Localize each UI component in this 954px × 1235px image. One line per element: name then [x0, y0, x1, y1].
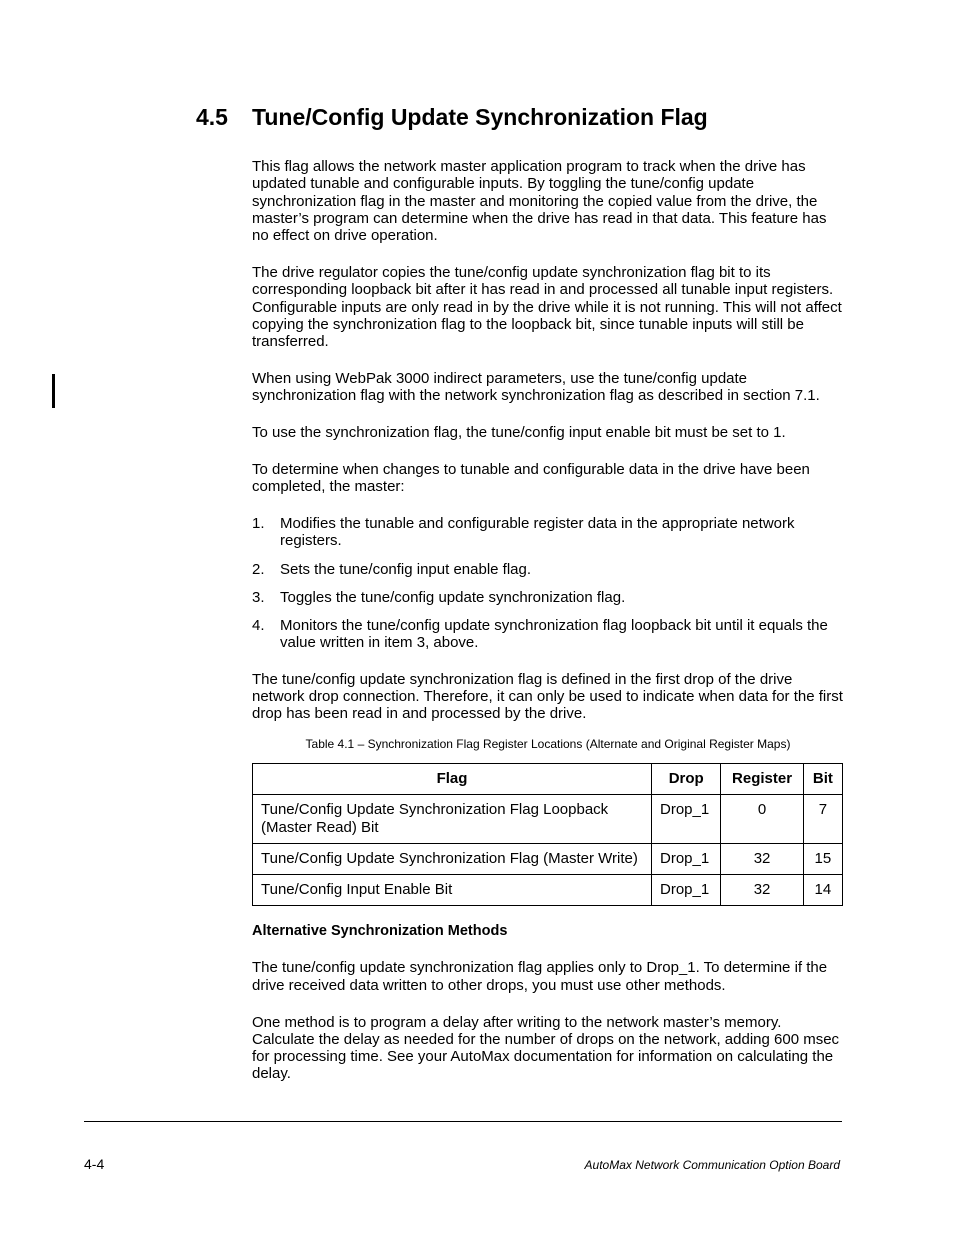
- paragraph: The drive regulator copies the tune/config update synchronization flag bit to its corresponding loopback bit after it has read in and processed all tunable input registers. Configurable inputs are only read in by the drive while it is not running. This will not affect copying the synchronization flag to the loopback bit, since tunable inputs will still be transferred.: [252, 263, 842, 351]
- paragraph: The tune/config update synchronization flag applies only to Drop_1. To determine if the drive received data written to other drops, you must use other methods.: [252, 959, 828, 994]
- paragraph: To determine when changes to tunable and configurable data in the drive have been completed, the master:: [252, 460, 810, 496]
- list-item: [252, 589, 844, 606]
- paragraph: When using WebPak 3000 indirect parameters, use the tune/config update synchronization flag with the network synchronization flag as described in section 7.1.: [252, 369, 820, 405]
- cell-bit: 7: [803, 795, 842, 844]
- cell-register: 0: [721, 795, 803, 844]
- paragraph: This flag allows the network master application program to track when the drive has updated tunable and configurable inputs. By toggling the tune/config update synchronization flag in the master and monitoring the copied value from the drive, the master’s program can determine when the drive has read in that data. This feature has no effect on drive operation.: [252, 158, 827, 245]
- cell-bit: 15: [803, 844, 842, 875]
- list-item: [252, 515, 844, 550]
- change-bar: [52, 374, 55, 408]
- subsection-heading: Alternative Synchronization Methods: [252, 923, 508, 940]
- cell-drop: Drop_1: [652, 875, 721, 906]
- column-header-register: Register: [721, 764, 803, 795]
- step-text: Toggles the tune/config update synchronization flag.: [280, 588, 626, 606]
- cell-flag: Tune/Config Input Enable Bit: [253, 875, 652, 906]
- page-number: 4-4: [84, 1156, 105, 1172]
- table-caption: Table 4.1 – Synchronization Flag Register Locations (Alternate and Original Register Maps): [305, 737, 791, 752]
- footer-rule: [84, 1121, 842, 1122]
- cell-register: 32: [721, 844, 803, 875]
- cell-drop: Drop_1: [652, 844, 721, 875]
- step-number: 3.: [252, 588, 265, 606]
- step-text: Sets the tune/config input enable flag.: [280, 560, 532, 578]
- column-header-flag: Flag: [253, 764, 652, 795]
- table-row: [253, 875, 843, 906]
- sync-flag-table: [252, 763, 843, 906]
- cell-flag: Tune/Config Update Synchronization Flag (Master Write): [253, 844, 652, 875]
- paragraph: To use the synchronization flag, the tune/config input enable bit must be set to 1.: [252, 424, 786, 442]
- step-text: Monitors the tune/config update synchronization flag loopback bit until it equals the value written in item 3, above.: [280, 617, 828, 652]
- cell-flag: Tune/Config Update Synchronization Flag Loopback (Master Read) Bit: [253, 795, 652, 844]
- cell-drop: Drop_1: [652, 795, 721, 844]
- steps-list: [252, 515, 844, 652]
- footer-title: AutoMax Network Communication Option Board: [584, 1158, 840, 1172]
- column-header-bit: Bit: [803, 764, 842, 795]
- list-item: [252, 561, 844, 578]
- cell-bit: 14: [803, 875, 842, 906]
- step-number: 4.: [252, 617, 265, 635]
- table-header-row: [253, 764, 843, 795]
- step-number: 1.: [252, 514, 265, 532]
- paragraph: The tune/config update synchronization flag is defined in the first drop of the drive network drop connection. Therefore, it can only be used to indicate when data for the first drop has been read in and processed by the drive.: [252, 670, 843, 723]
- section-title: Tune/Config Update Synchronization Flag: [252, 104, 708, 130]
- cell-register: 32: [721, 875, 803, 906]
- step-text: Modifies the tunable and configurable register data in the appropriate network registers.: [280, 514, 795, 550]
- table-row: [253, 844, 843, 875]
- column-header-drop: Drop: [652, 764, 721, 795]
- body-column: [252, 158, 844, 1102]
- list-item: [252, 617, 844, 652]
- table-row: [253, 795, 843, 844]
- section-number: 4.5: [196, 104, 228, 130]
- section-heading: [196, 104, 708, 131]
- paragraph: One method is to program a delay after writing to the network master’s memory. Calculate the delay as needed for the number of drops on the network, adding 600 msec for processing time. See your AutoMax documentation for information on calculating the delay.: [252, 1013, 840, 1083]
- step-number: 2.: [252, 560, 265, 578]
